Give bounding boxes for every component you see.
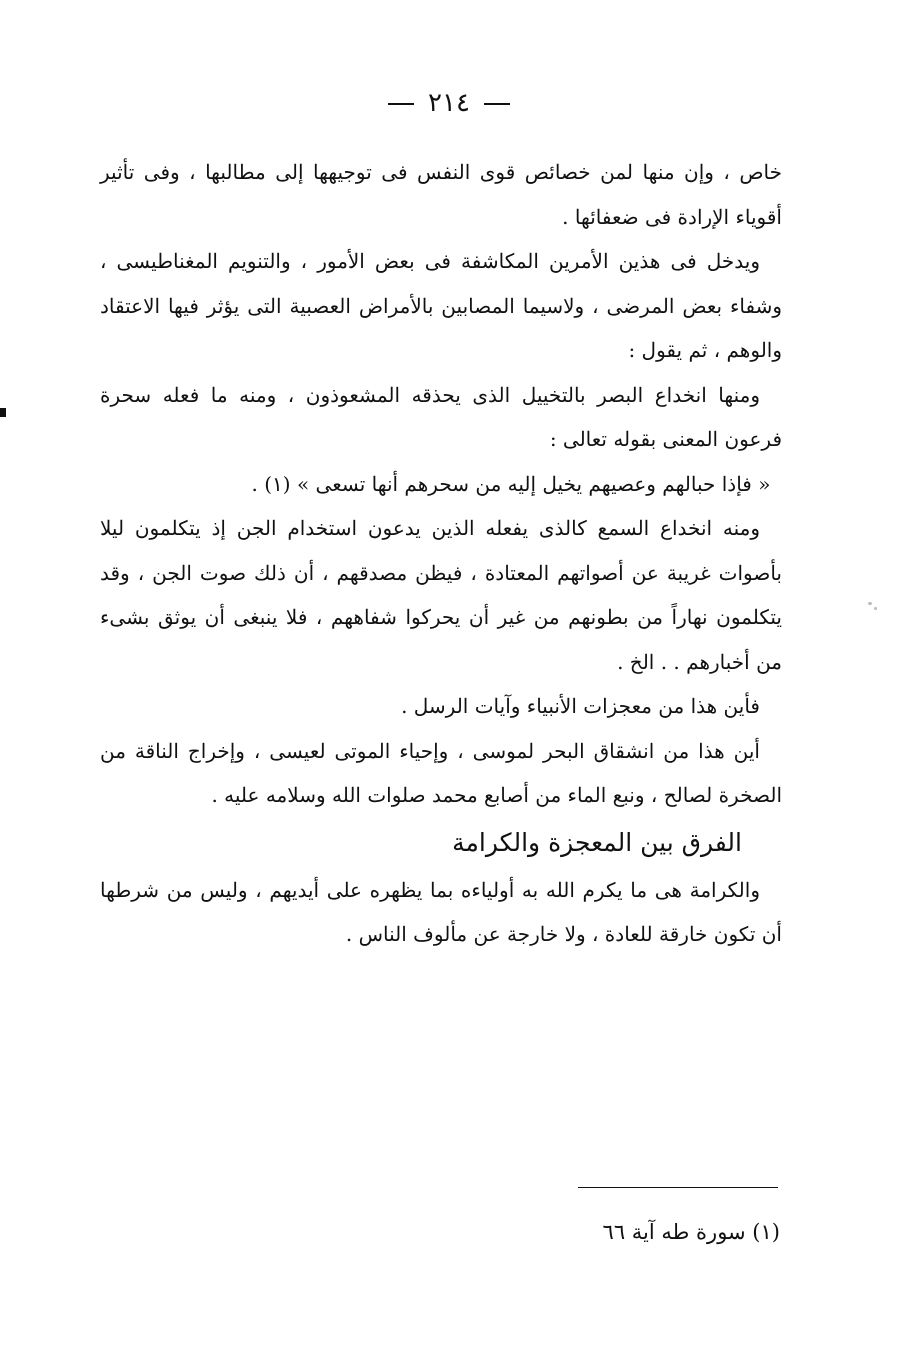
paragraph: ومنها انخداع البصر بالتخييل الذى يحذقه المشعوذون ، ومنه ما فعله سحرة فرعون المعنى بقوله تعالى : [100,382,782,451]
scan-speck [874,607,877,610]
scan-speck [868,602,872,605]
section-heading: الفرق بين المعجزة والكرامة [452,827,742,857]
paragraph: أين هذا من انشقاق البحر لموسى ، وإحياء الموتى لعيسى ، وإخراج الناقة من الصخرة لصالح ، ونبع الماء من أصابع محمد صلوات الله وسلامه عليه . [100,738,782,807]
paragraph: والكرامة هى ما يكرم الله به أولياءه بما يظهره على أيديهم ، وليس من شرطها أن تكون خارقة للعادة ، ولا خارجة عن مألوف الناس . [100,877,782,946]
footnote-separator [578,1187,778,1188]
dash-left [484,103,510,105]
footnote: (١) سورة طه آية ٦٦ [602,1220,780,1244]
scan-edge-mark [0,408,6,417]
body-text [100,150,782,957]
paragraph: ويدخل فى هذين الأمرين المكاشفة فى بعض الأمور ، والتنويم المغناطيسى ، وشفاء بعض المرضى ، ولاسيما المصابين بالأمراض العصبية التى يؤثر فيها الاعتقاد والوهم ، ثم يقول : [100,249,782,362]
quran-verse: « فإذا حبالهم وعصيهم يخيل إليه من سحرهم أنها تسعى » (١) . [251,471,771,496]
page-number [0,88,898,118]
paragraph: خاص ، وإن منها لمن خصائص قوى النفس فى توجيهها إلى مطالبها ، وفى تأثير أقوياء الإرادة فى ضعفائها . [100,160,782,229]
page-number-value: ٢١٤ [428,88,470,118]
paragraph: ومنه انخداع السمع كالذى يفعله الذين يدعون استخدام الجن إذ يتكلمون ليلا بأصوات غريبة عن أصواتهم المعتادة ، فيظن مصدقهم ، أن ذلك صوت الجن ، وقد يتكلمون نهاراً من بطونهم من غير أن يحركوا شفاههم ، فلا ينبغى أن يوثق بشىء من أخبارهم . . الخ . [100,516,782,674]
paragraph: فأين هذا من معجزات الأنبياء وآيات الرسل . [401,694,760,718]
dash-right [388,103,414,105]
